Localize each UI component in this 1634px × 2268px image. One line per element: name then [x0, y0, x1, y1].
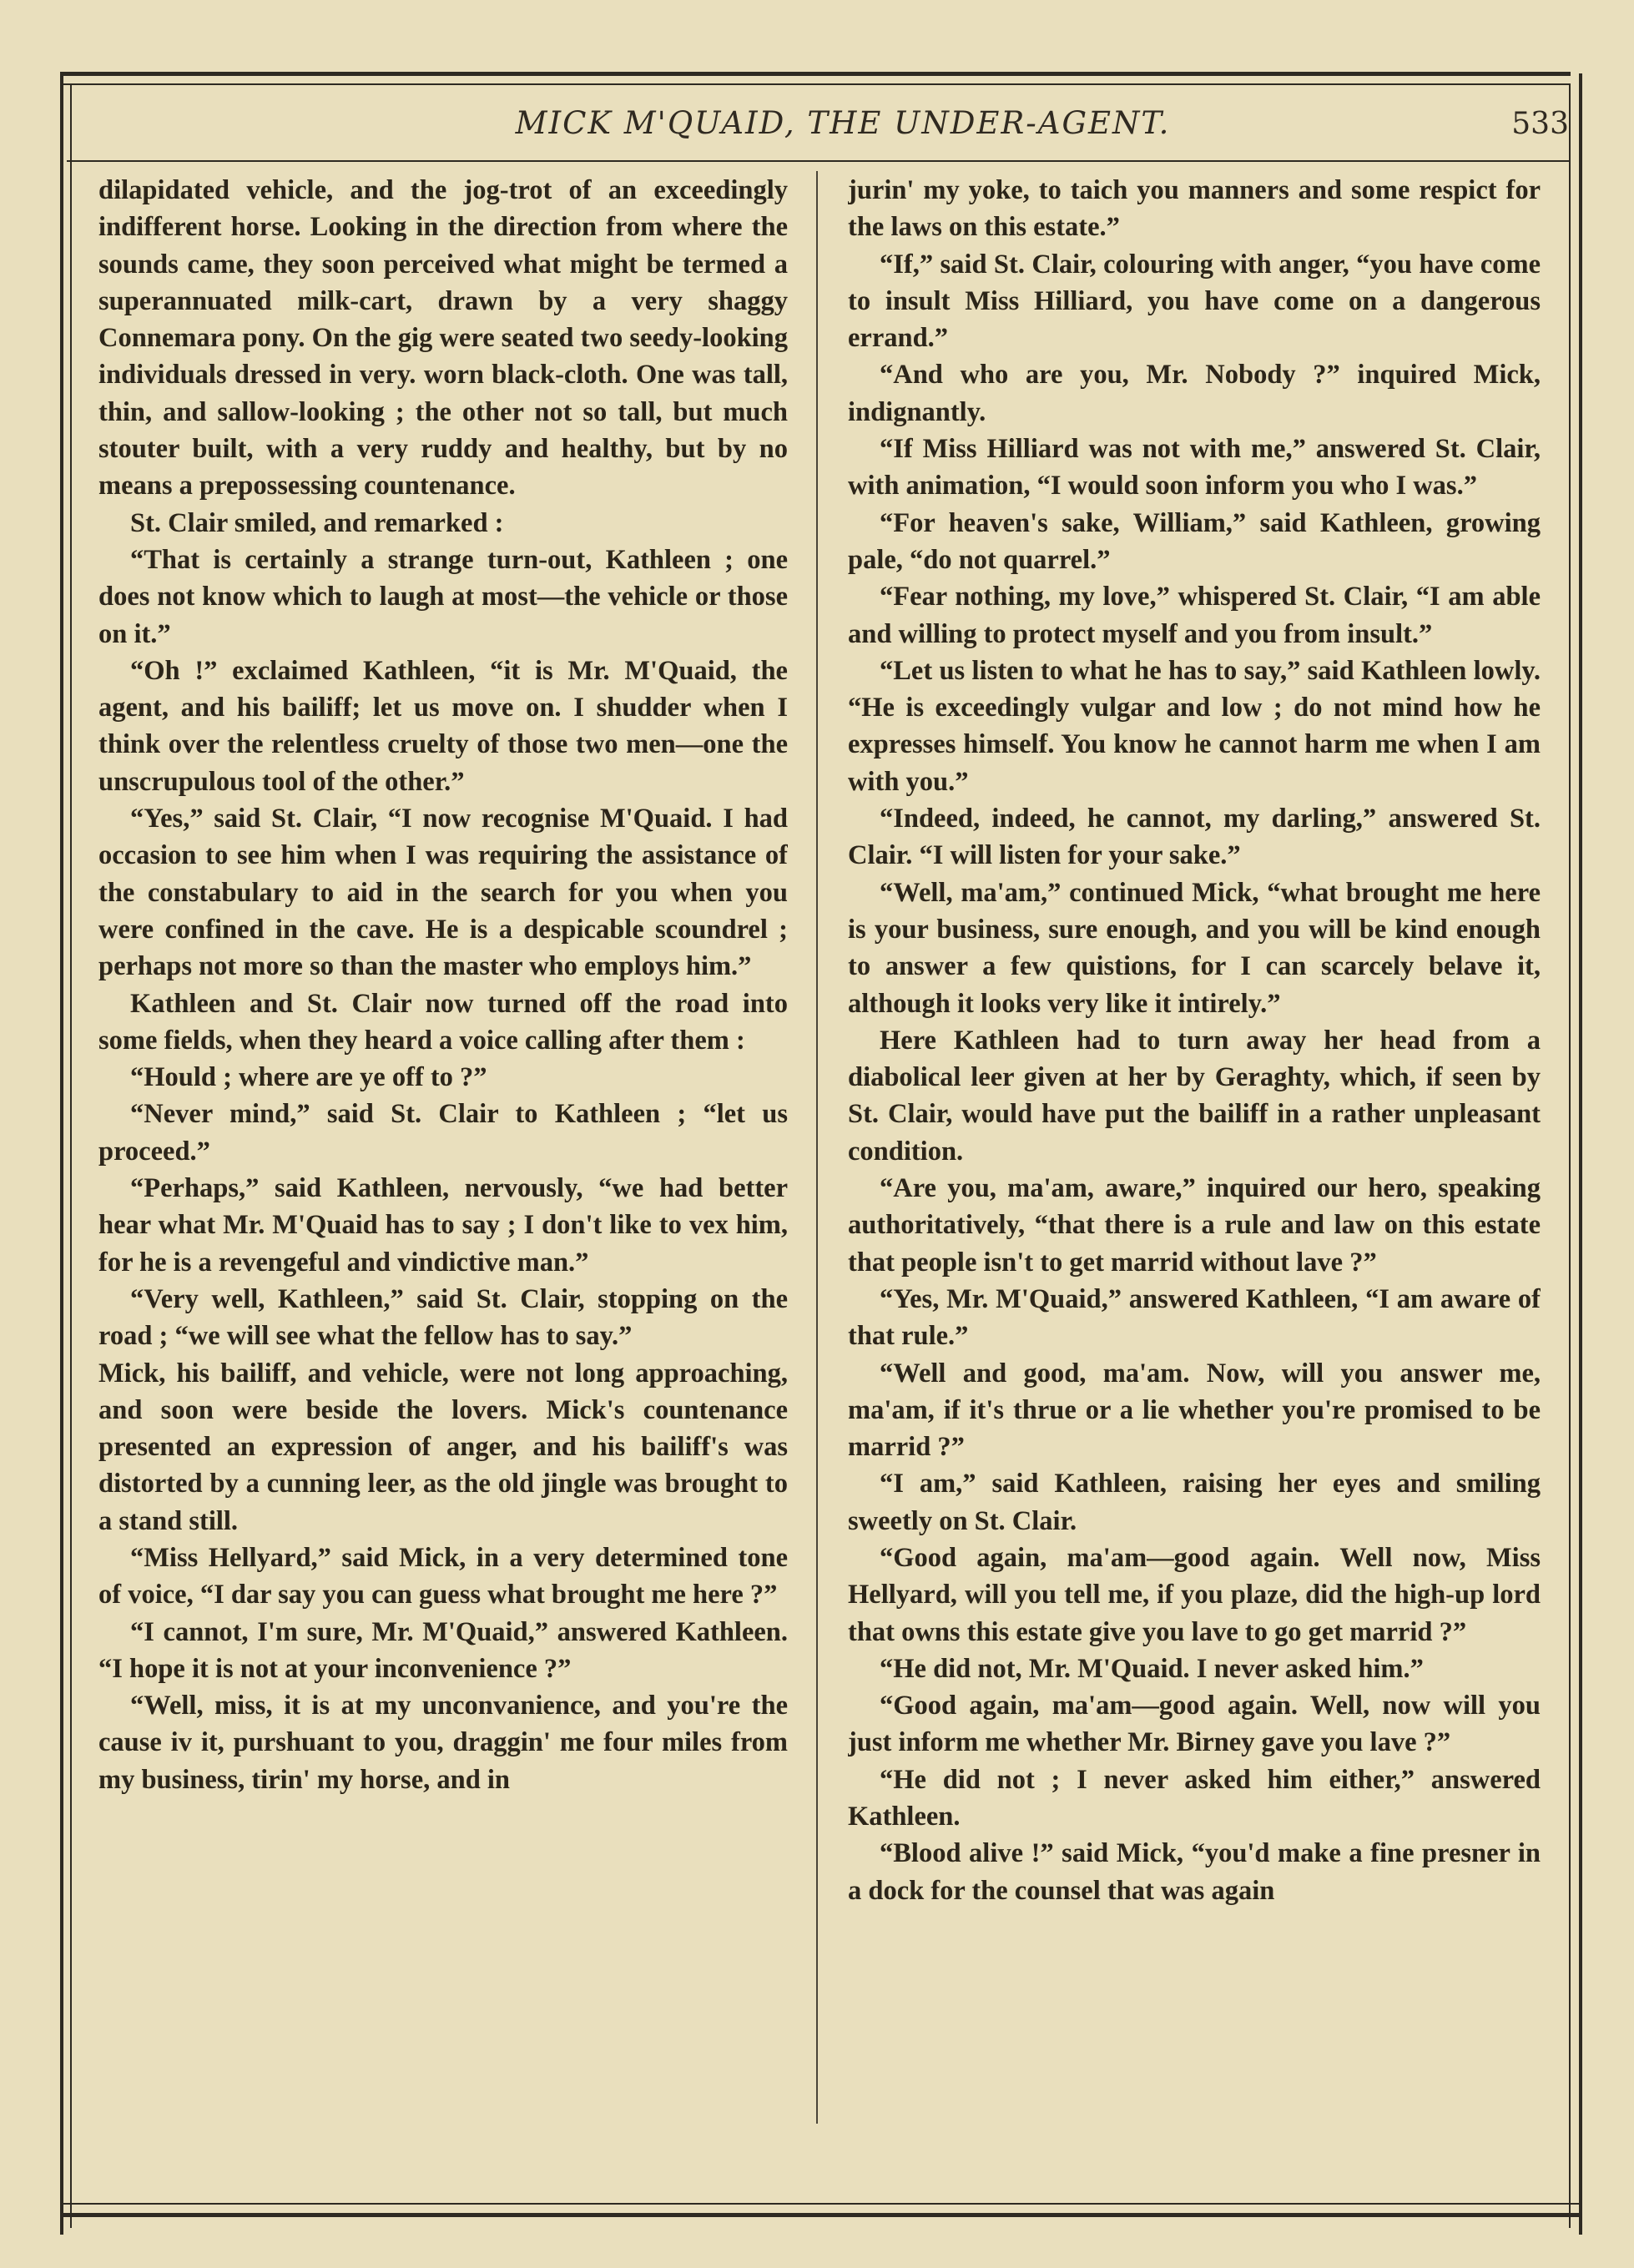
- page-number: 533: [1511, 107, 1569, 141]
- bottom-rule-thick: [60, 2213, 1582, 2217]
- paragraph: “Well and good, ma'am. Now, will you answer me, ma'am, if it's thrue or a lie whether you're promised to be marrid ?”: [848, 1358, 1541, 1463]
- paragraph: “Indeed, indeed, he cannot, my darling,” answered St. Clair. “I will listen for your sake.”: [848, 804, 1541, 871]
- paragraph: “For heaven's sake, William,” said Kathleen, growing pale, “do not quarrel.”: [848, 507, 1541, 575]
- paragraph: “Miss Hellyard,” said Mick, in a very determined tone of voice, “I dar say you can guess what brought me here ?”: [98, 1542, 788, 1610]
- paragraph: “Yes,” said St. Clair, “I now recognise M'Quaid. I had occasion to see him when I was requiring the assistance of the constabulary to aid in the search for you when you were confined in the cave. He is a despicable scoundrel ; perhaps not more so than the master who employs him.”: [98, 804, 788, 982]
- paragraph: “Very well, Kathleen,” said St. Clair, stopping on the road ; “we will see what the fellow has to say.”: [98, 1283, 788, 1352]
- running-title: MICK M'QUAID, THE UNDER-AGENT.: [515, 105, 1171, 141]
- left-column: [98, 172, 788, 2116]
- paragraph: “Perhaps,” said Kathleen, nervously, “we had better hear what Mr. M'Quaid has to say ; I don't like to vex him, for he is a revengeful and vindictive man.”: [98, 1173, 788, 1278]
- paragraph: jurin' my yoke, to taich you manners and some respict for the laws on this estate.”: [848, 175, 1541, 243]
- header-rule: [67, 160, 1569, 162]
- paragraph: “He did not, Mr. M'Quaid. I never asked him.”: [880, 1653, 1424, 1684]
- left-border-inner: [70, 83, 72, 2228]
- bottom-rule-thin: [60, 2203, 1582, 2205]
- paragraph: “He did not ; I never asked him either,” answered Kathleen.: [848, 1764, 1541, 1832]
- paragraph: “Blood alive !” said Mick, “you'd make a fine presner in a dock for the counsel that was again: [848, 1838, 1541, 1906]
- paragraph: “Oh !” exclaimed Kathleen, “it is Mr. M'Quaid, the agent, and his bailiff; let us move on. I shudder when I think over the relentless cruelty of those two men—one the unscrupulous tool of the other.”: [98, 655, 788, 797]
- paragraph: “Fear nothing, my love,” whispered St. Clair, “I am able and willing to protect myself and you from insult.”: [848, 582, 1541, 649]
- paragraph: dilapidated vehicle, and the jog-trot of an exceedingly indifferent horse. Looking in the direction from where the sounds came, they soon perceived what might be termed a superannuated milk-cart, drawn by a very shaggy Connemara pony. On the gig were seated two seedy-looking individuals dressed in very. worn black-cloth. One was tall, thin, and sallow-looking ; the other not so tall, but much stouter built, with a very ruddy and healthy, but by no means a prepossessing countenance.: [98, 175, 788, 501]
- paragraph: “And who are you, Mr. Nobody ?” inquired Mick, indignantly.: [848, 360, 1541, 427]
- paragraph: “Well, miss, it is at my unconvanience, and you're the cause iv it, purshuant to you, draggin' me four miles from my business, tirin' my horse, and in: [98, 1691, 788, 1795]
- paragraph: Mick, his bailiff, and vehicle, were not long approaching, and soon were beside the lovers. Mick's countenance presented an expression of anger, and his bailiff's was distorted by a cunning leer, as the old jingle was brought to a stand still.: [98, 1358, 788, 1536]
- paragraph: “I cannot, I'm sure, Mr. M'Quaid,” answered Kathleen. “I hope it is not at your inconvenience ?”: [98, 1616, 788, 1684]
- paragraph: Here Kathleen had to turn away her head from a diabolical leer given at her by Geraghty, which, if seen by St. Clair, would have put the bailiff in a rather unpleasant condition.: [848, 1025, 1541, 1167]
- paragraph: Kathleen and St. Clair now turned off the road into some fields, when they heard a voice calling after them :: [98, 988, 788, 1056]
- paragraph: “Are you, ma'am, aware,” inquired our hero, speaking authoritatively, “that there is a rule and law on this estate that people isn't to get marrid without lave ?”: [848, 1173, 1541, 1278]
- paragraph: “Yes, Mr. M'Quaid,” answered Kathleen, “I am aware of that rule.”: [848, 1283, 1541, 1352]
- paragraph: “Never mind,” said St. Clair to Kathleen ; “let us proceed.”: [98, 1099, 788, 1167]
- left-border-outer: [60, 73, 63, 2235]
- right-column: [848, 172, 1541, 2116]
- paragraph: “Good again, ma'am—good again. Well, now will you just inform me whether Mr. Birney gave you lave ?”: [848, 1691, 1541, 1758]
- top-rule-thick: [60, 72, 1571, 76]
- paragraph: “That is certainly a strange turn-out, Kathleen ; one does not know which to laugh at most—the vehicle or those on it.”: [98, 544, 788, 649]
- paragraph: “Let us listen to what he has to say,” said Kathleen lowly. “He is exceedingly vulgar and low ; do not mind how he expresses himself. You know he cannot harm me when I am with you.”: [848, 655, 1541, 797]
- column-divider: [816, 171, 818, 2124]
- paragraph: St. Clair smiled, and remarked :: [130, 507, 504, 538]
- right-border-outer: [1579, 73, 1582, 2235]
- top-rule-thin: [60, 83, 1571, 85]
- paragraph: “If Miss Hilliard was not with me,” answered St. Clair, with animation, “I would soon inform you who I was.”: [848, 434, 1541, 501]
- paragraph: “Well, ma'am,” continued Mick, “what brought me here is your business, sure enough, and you will be kind enough to answer a few quistions, for I can scarcely belave it, although it looks very like it intirely.”: [848, 877, 1541, 1019]
- paragraph: “Hould ; where are ye off to ?”: [130, 1062, 487, 1093]
- right-border-inner: [1569, 83, 1571, 2228]
- running-header: [117, 105, 1569, 155]
- paragraph: “I am,” said Kathleen, raising her eyes and smiling sweetly on St. Clair.: [848, 1469, 1541, 1536]
- paragraph: “If,” said St. Clair, colouring with anger, “you have come to insult Miss Hilliard, you have come on a dangerous errand.”: [848, 249, 1541, 354]
- paragraph: “Good again, ma'am—good again. Well now, Miss Hellyard, will you tell me, if you plaze, did the high-up lord that owns this estate give you lave to go get marrid ?”: [848, 1542, 1541, 1647]
